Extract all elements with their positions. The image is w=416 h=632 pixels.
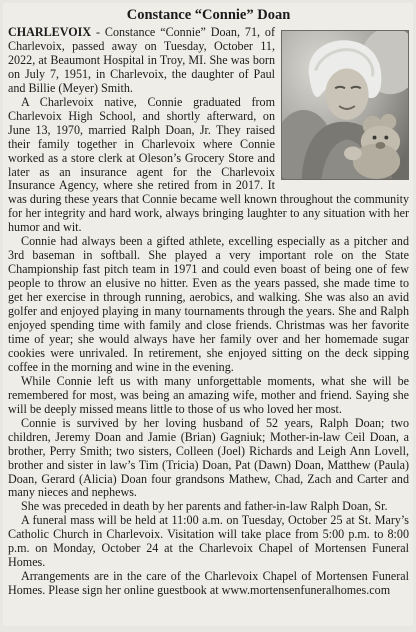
paragraph-text: - Constance “Connie” Doan, 71, of Charlevoix, passed away on Tuesday, October 11, 2022, at Beaumont Hospital in Troy, MI. She was born on July 7, 1951, in Charlevoix, the daughter of Paul and Billie (Meyer) Smith. — [8, 25, 275, 95]
obituary-paragraph-5: Connie is survived by her loving husband of 52 years, Ralph Doan; two children, Jeremy Doan and Jamie (Brian) Gagniuk; Mother-in-law Ceil Doan, a brother, Perry Smith; two sisters, Colleen (Joel) Richards and Leigh Ann Lovell, brother and sister in law’s Tim (Tricia) Doan, Pat (Dawn) Doan, Matthew (Paula) Doan, Gerard (Alicia) Doan four grandsons Mathew, Chad, Zach and Carter and many nieces and nephews. — [8, 415, 409, 500]
obituary-paragraph-4: While Connie left us with many unforgettable moments, what she will be remembered for most, was being an amazing wife, mother and friend. Saying she will be deeply missed means little to those of us who loved her most. — [8, 373, 409, 416]
obituary-paragraph-8: Arrangements are in the care of the Charlevoix Chapel of Mortensen Funeral Homes. Please sign her online guestbook at www.mortensenfuneralhomes.com — [8, 569, 409, 598]
obituary-paragraph-2: A Charlevoix native, Connie graduated from Charlevoix High School, and shortly afterward, on June 13, 1970, married Ralph Doan, Jr. They raised their family together in Charlevoix where Connie worked as a store clerk at Oleson’s Grocery Store and later as an insurance agent for the Charlevoix Insurance Agency, where she retired from in 2017. It was during these years that Connie became well known throughout the community for her integrity and hard work, always bringing laughter to any situation with her humor and wit. — [8, 94, 409, 235]
obituary-paragraph-7: A funeral mass will be held at 11:00 a.m. on Tuesday, October 25 at St. Mary’s Catholic Church in Charlevoix. Visitation will take place from 5:00 p.m. to 8:00 p.m. on Monday, October 24 at the Charlevoix Chapel of Mortensen Funeral Homes. — [8, 513, 409, 570]
obituary-clipping — [3, 3, 413, 626]
portrait-image — [282, 31, 408, 179]
dateline: CHARLEVOIX — [8, 25, 92, 39]
obituary-paragraph-3: Connie had always been a gifted athlete, excelling especially as a pitcher and 3rd baseman in softball. She played a very important role on the State Championship fast pitch team in 1971 and could even boast of being one of few people to throw an elusive no hitter. Even as the years passed, she made time to get her exercise in through running, aerobics, and walking. She was also an avid golfer and enjoyed playing in many tournaments through the years. She and Ralph enjoyed spending time with family and close friends. Christmas was her favorite time of year; she would always have her family over and her homemade sugar cookies were unrivaled. In retirement, she enjoyed sitting on the deck sipping coffee in the morning and wine in the evening. — [8, 234, 409, 374]
obituary-paragraph-6: She was preceded in death by her parents and father-in-law Ralph Doan, Sr. — [21, 499, 388, 514]
obituary-title: Constance “Connie” Doan — [126, 7, 291, 23]
portrait-photo — [281, 30, 409, 180]
